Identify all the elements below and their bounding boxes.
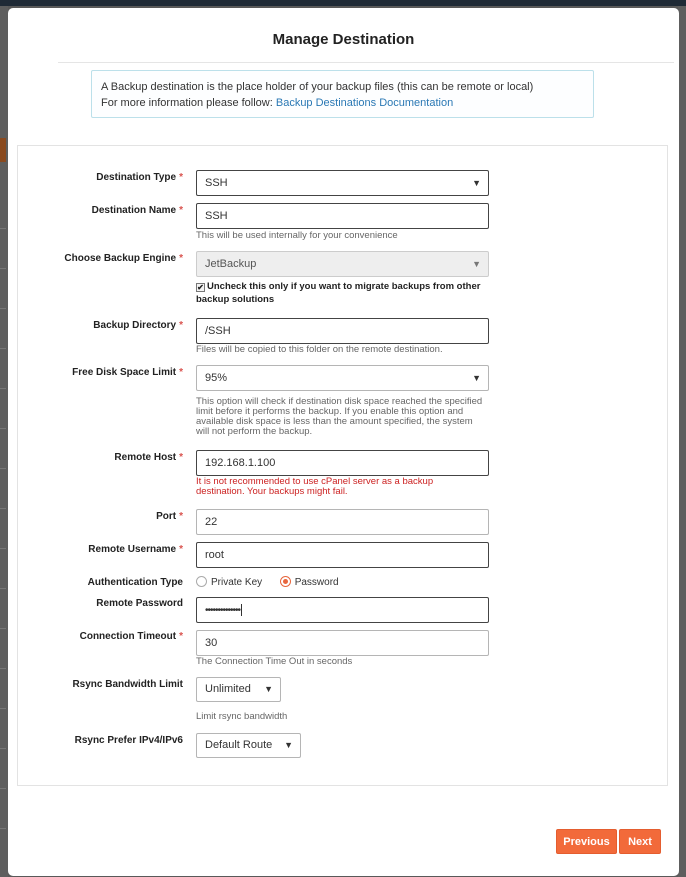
required-mark: * xyxy=(179,511,183,522)
rsync-bandwidth-help: Limit rsync bandwidth xyxy=(196,711,288,722)
background-row-mark xyxy=(0,588,6,589)
remote-username-label xyxy=(88,544,183,555)
destination-name-label-text: Destination Name xyxy=(91,205,177,216)
port-label-text: Port xyxy=(156,511,177,522)
private-key-radio[interactable] xyxy=(196,576,207,587)
remote-password-label: Remote Password xyxy=(96,598,183,609)
text-cursor xyxy=(241,604,242,616)
remote-host-label xyxy=(114,452,183,463)
background-row-mark xyxy=(0,348,6,349)
required-mark: * xyxy=(179,367,183,378)
background-orange-tab xyxy=(0,138,6,162)
caret-down-icon: ▼ xyxy=(472,178,481,188)
previous-button[interactable]: Previous xyxy=(556,829,617,854)
background-row-mark xyxy=(0,548,6,549)
remote-username-value: root xyxy=(205,549,224,561)
caret-down-icon: ▼ xyxy=(264,684,273,694)
background-row-mark xyxy=(0,668,6,669)
disk-limit-select[interactable] xyxy=(196,365,489,391)
background-row-mark xyxy=(0,388,6,389)
remote-username-input[interactable] xyxy=(196,542,489,568)
rsync-bandwidth-value: Unlimited xyxy=(205,683,251,695)
destination-name-value: SSH xyxy=(205,210,228,222)
background-row-mark xyxy=(0,268,6,269)
disk-limit-help: This option will check if destination disk space reached the specified limit before it performs the backup. If you enable this option and available disk space is less than the amount specified, the system will not perform the backup. xyxy=(196,396,483,437)
background-row-mark xyxy=(0,428,6,429)
destination-name-help: This will be used internally for your convenience xyxy=(196,230,398,241)
remote-password-value: •••••••••••••• xyxy=(205,605,241,616)
remote-username-label-text: Remote Username xyxy=(88,544,177,555)
required-mark: * xyxy=(179,452,183,463)
migrate-checkbox-label: Uncheck this only if you want to migrate backups from other backup solutions xyxy=(196,281,481,305)
remote-host-warning: It is not recommended to use cPanel server as a backup destination. Your backups might fail. xyxy=(196,476,434,497)
info-line-1: A Backup destination is the place holder of your backup files (this can be remote or local) xyxy=(101,81,534,93)
caret-down-icon: ▼ xyxy=(284,740,293,750)
destination-name-input[interactable] xyxy=(196,203,489,229)
backup-directory-help: Files will be copied to this folder on the remote destination. xyxy=(196,344,443,355)
disk-limit-label xyxy=(72,367,183,378)
destination-type-label-text: Destination Type xyxy=(96,172,177,183)
remote-host-label-text: Remote Host xyxy=(114,452,177,463)
disk-limit-label-text: Free Disk Space Limit xyxy=(72,367,177,378)
rsync-prefer-select[interactable] xyxy=(196,733,301,758)
connection-timeout-help: The Connection Time Out in seconds xyxy=(196,656,353,667)
background-row-mark xyxy=(0,508,6,509)
info-line-2-prefix: For more information please follow: xyxy=(101,97,273,109)
migrate-checkbox-row[interactable] xyxy=(196,280,506,306)
connection-timeout-label xyxy=(80,631,183,642)
title-divider xyxy=(58,62,674,63)
auth-type-label: Authentication Type xyxy=(87,577,183,588)
required-mark: * xyxy=(179,544,183,555)
required-mark: * xyxy=(179,172,183,183)
manage-destination-modal xyxy=(8,8,679,876)
background-page-right xyxy=(678,6,686,877)
background-row-mark xyxy=(0,788,6,789)
background-row-mark xyxy=(0,308,6,309)
background-row-mark xyxy=(0,748,6,749)
info-alert xyxy=(91,70,594,118)
port-value: 22 xyxy=(205,516,218,528)
destination-type-label xyxy=(96,172,183,183)
required-mark: * xyxy=(179,631,183,642)
backup-engine-select[interactable] xyxy=(196,251,489,277)
remote-host-value: 192.168.1.100 xyxy=(205,457,276,469)
port-input[interactable] xyxy=(196,509,489,535)
backup-directory-input[interactable] xyxy=(196,318,489,344)
caret-down-icon: ▼ xyxy=(472,259,481,269)
rsync-prefer-label: Rsync Prefer IPv4/IPv6 xyxy=(74,735,183,746)
password-radio[interactable] xyxy=(280,576,291,587)
connection-timeout-label-text: Connection Timeout xyxy=(79,631,177,642)
backup-engine-label-text: Choose Backup Engine xyxy=(64,253,177,264)
required-mark: * xyxy=(179,205,183,216)
check-icon[interactable]: ✔ xyxy=(197,283,204,292)
next-button[interactable]: Next xyxy=(619,829,661,854)
required-mark: * xyxy=(179,320,183,331)
remote-host-input[interactable] xyxy=(196,450,489,476)
caret-down-icon: ▼ xyxy=(472,373,481,383)
background-row-mark xyxy=(0,628,6,629)
rsync-bandwidth-label: Rsync Bandwidth Limit xyxy=(72,679,183,690)
required-mark: * xyxy=(179,253,183,264)
documentation-link[interactable]: Backup Destinations Documentation xyxy=(275,97,454,109)
background-page-left xyxy=(0,6,8,877)
connection-timeout-value: 30 xyxy=(205,637,218,649)
port-label xyxy=(156,511,183,522)
destination-type-value: SSH xyxy=(205,177,228,189)
connection-timeout-input[interactable] xyxy=(196,630,489,656)
backup-engine-label xyxy=(64,253,183,264)
destination-name-label xyxy=(92,205,183,216)
backup-directory-label xyxy=(93,320,183,331)
auth-type-radio-group xyxy=(196,576,339,588)
background-topbar xyxy=(0,0,686,6)
destination-type-select[interactable] xyxy=(196,170,489,196)
disk-limit-value: 95% xyxy=(205,372,228,384)
info-line-2 xyxy=(101,95,584,111)
private-key-option-label: Private Key xyxy=(211,577,263,588)
backup-directory-value: /SSH xyxy=(205,325,231,337)
modal-title: Manage Destination xyxy=(272,31,415,48)
rsync-bandwidth-select[interactable] xyxy=(196,677,281,702)
background-row-mark xyxy=(0,468,6,469)
background-row-mark xyxy=(0,228,6,229)
backup-engine-value: JetBackup xyxy=(205,258,257,270)
password-option-label: Password xyxy=(294,577,339,588)
background-row-mark xyxy=(0,708,6,709)
background-row-mark xyxy=(0,828,6,829)
rsync-prefer-value: Default Route xyxy=(205,739,273,751)
backup-directory-label-text: Backup Directory xyxy=(93,320,177,331)
remote-password-input[interactable] xyxy=(196,597,489,623)
